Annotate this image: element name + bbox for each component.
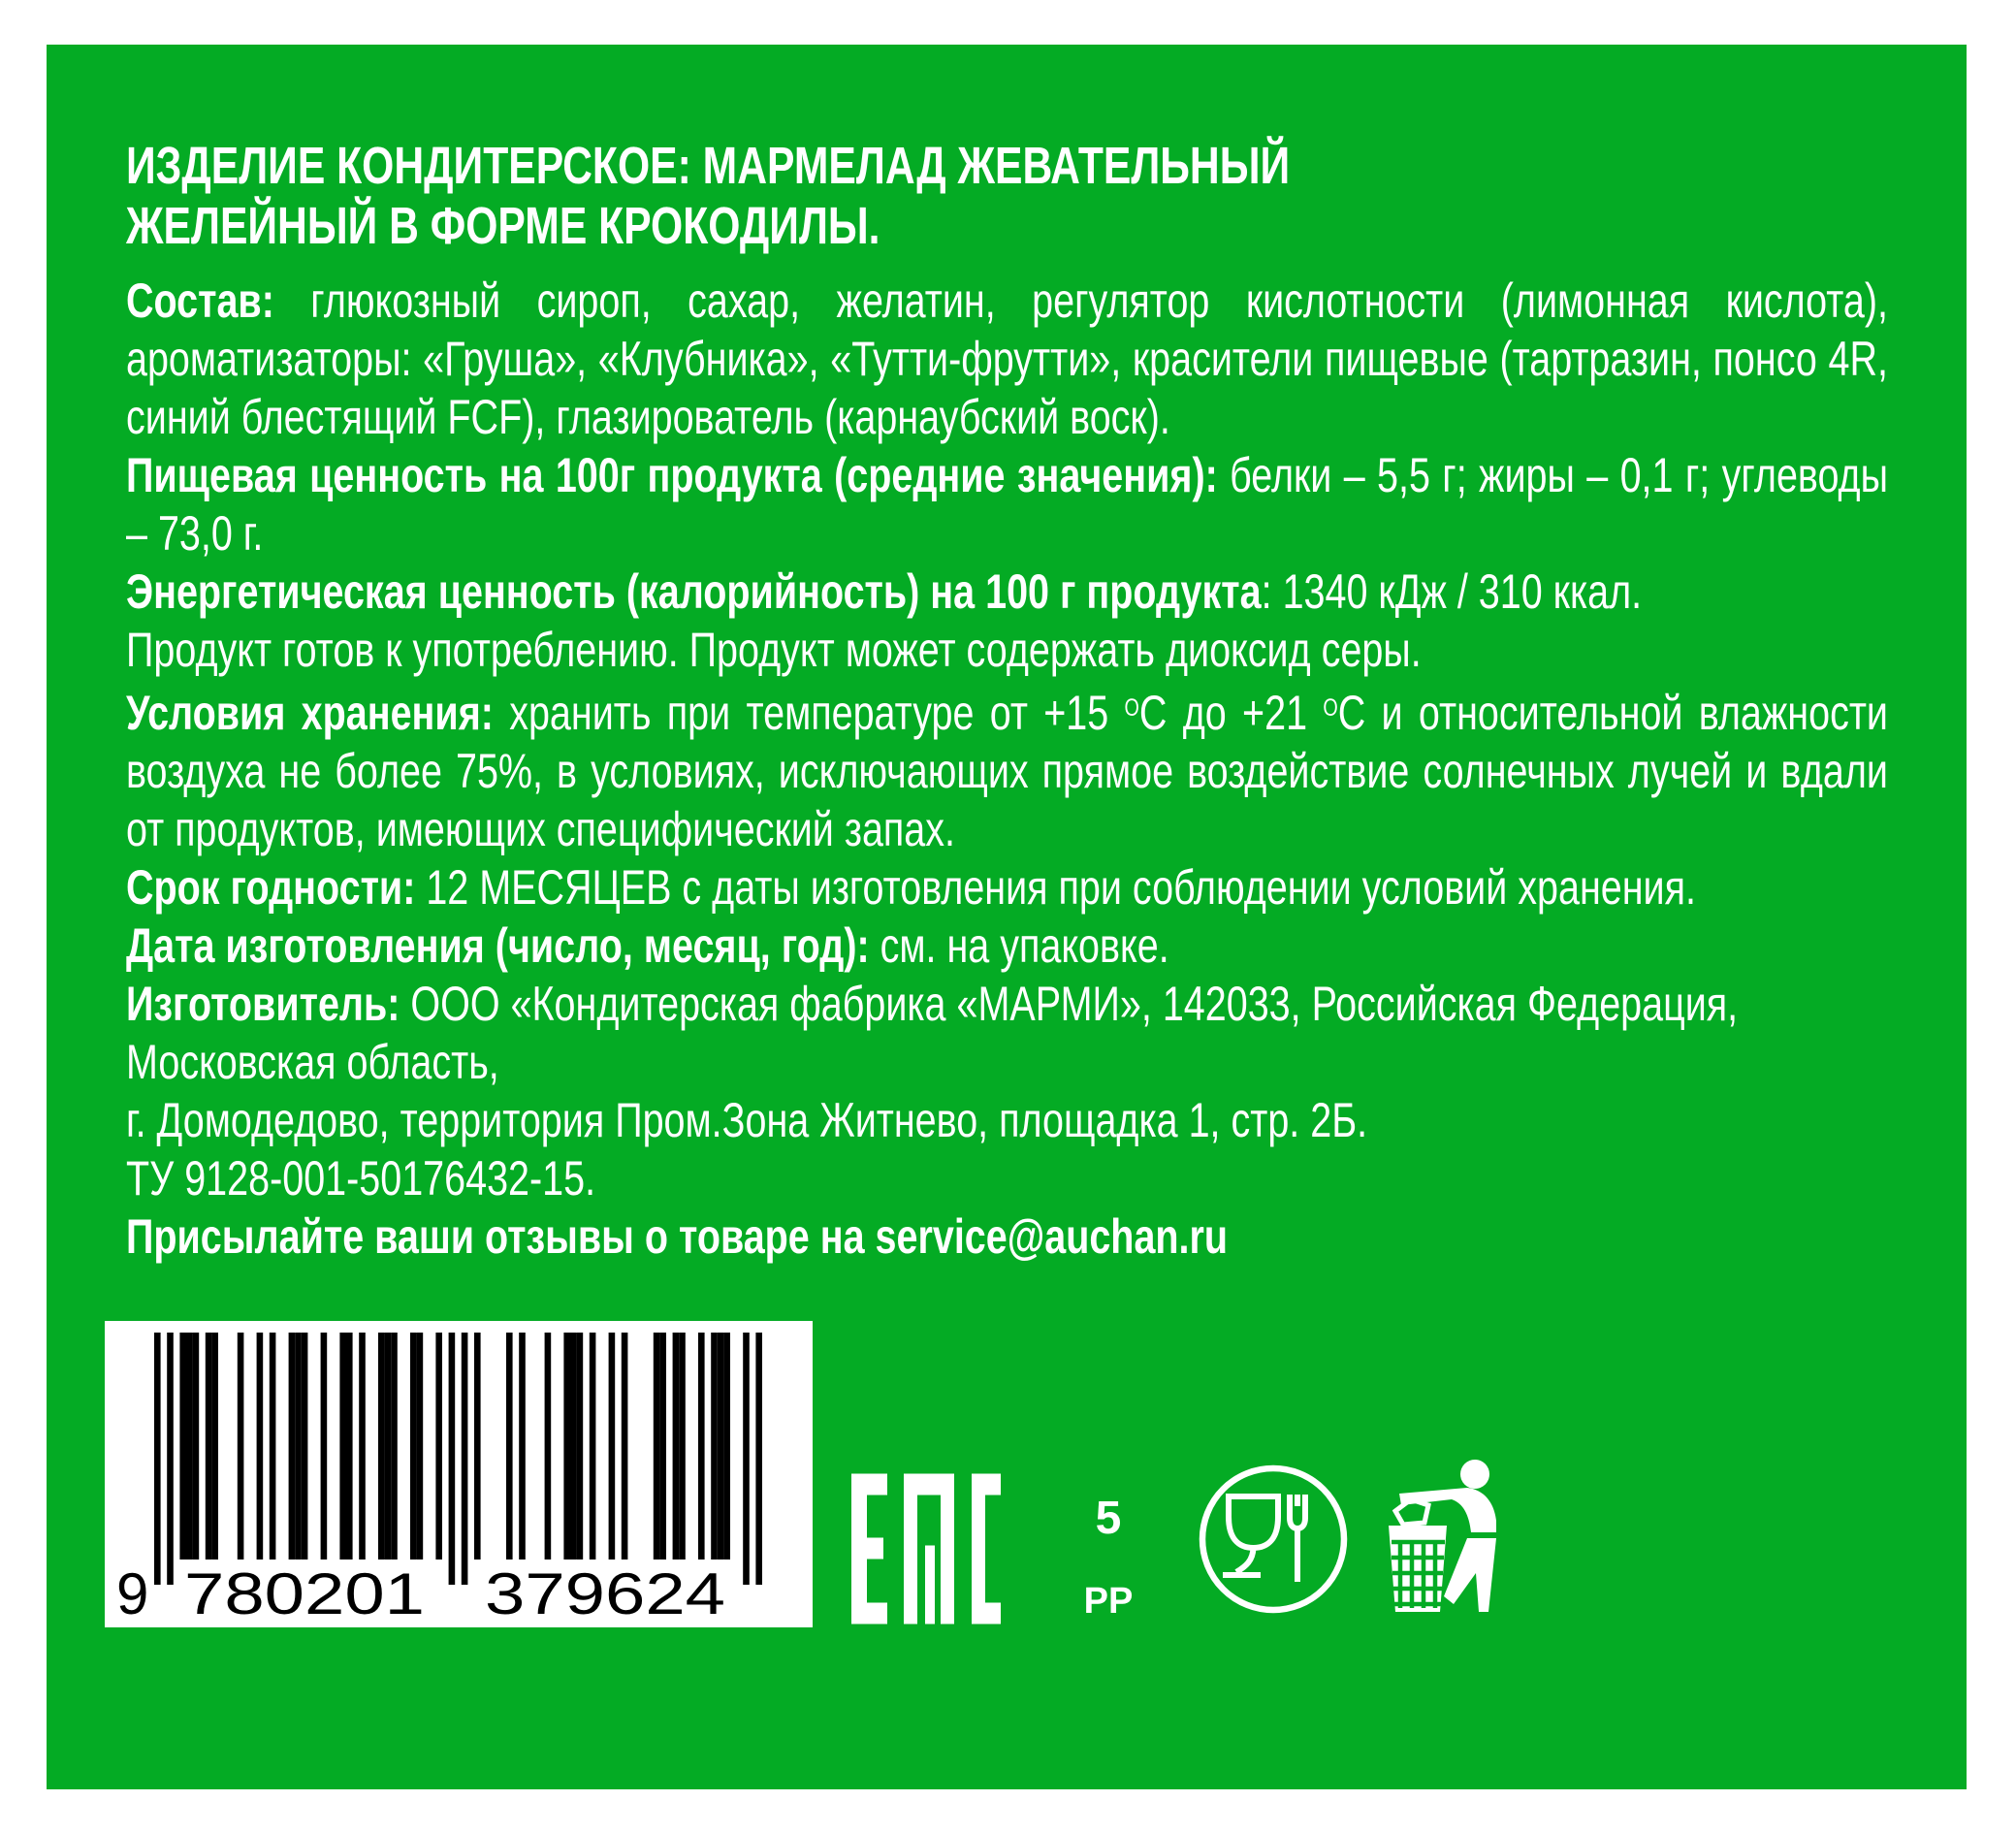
recycling-number: 5 [1095,1493,1122,1544]
paragraph: Дата изготовления (число, месяц, год): см. на упаковке. [126,917,1169,973]
barcode-digits-group2: 379624 [485,1561,725,1626]
paragraph: Срок годности: 12 МЕСЯЦЕВ с даты изготовления при соблюдении условий хранения. [126,859,1696,915]
barcode-svg [105,1321,813,1627]
product-title-line1: ИЗДЕЛИЕ КОНДИТЕРСКОЕ: МАРМЕЛАД ЖЕВАТЕЛЬНЫЙ [126,137,1291,195]
paragraph: Изготовитель: ООО «Кондитерская фабрика «МАРМИ», 142033, Российская Федерация, [126,976,1739,1031]
paragraph: Присылайте ваши отзывы о товаре на service@auchan.ru [126,1208,1229,1264]
recycling-code [1074,1495,1142,1622]
label-text [126,136,1888,1266]
food-contact-safe-icon [1197,1463,1350,1616]
barcode-digits-group1: 780201 [184,1561,425,1626]
paragraph: Московская область, [126,1034,499,1089]
barcode-digit-left: 9 [116,1561,149,1626]
paragraph: Состав: глюкозный сироп, сахар, желатин, регулятор кислотности (лимонная кислота), ароматизаторы: «Груша», «Клубника», «Тутти-фрутти», красители пищевые (тартразин, понсо 4R, синий блестящий FCF), глазирователь (карнаубский воск). [126,273,1888,444]
recycling-material: PP [1083,1581,1134,1622]
product-title [126,136,1888,256]
paragraph: ТУ 9128-001-50176432-15. [126,1150,596,1206]
product-title-line2: ЖЕЛЕЙНЫЙ В ФОРМЕ КРОКОДИЛЫ. [126,197,880,255]
barcode [105,1321,813,1627]
paragraph: Продукт готов к употреблению. Продукт может содержать диоксид серы. [126,623,1422,677]
paragraph: г. Домодедово, территория Пром.Зона Житнево, площадка 1, стр. 2Б. [126,1092,1368,1147]
paragraphs [126,272,1888,1266]
tidy-man-icon [1382,1461,1510,1616]
product-label [47,45,1967,1789]
paragraph: Пищевая ценность на 100г продукта (средние значения): белки – 5,5 г; жиры – 0,1 г; углеводы – 73,0 г. [126,448,1888,561]
barcode-bars [154,1333,762,1585]
eac-conformity-icon [851,1473,1001,1624]
paragraph: Условия хранения: хранить при температуре от +15 $^О$С до +21 $^О$С и относительной влажности воздуха не более 75%, в условиях, исключающих прямое воздействие солнечных лучей и вдали от продуктов, имеющих специфический запах. [126,685,1888,856]
paragraph: Энергетическая ценность (калорийность) на 100 г продукта: 1340 кДж / 310 ккал. [126,564,1643,619]
